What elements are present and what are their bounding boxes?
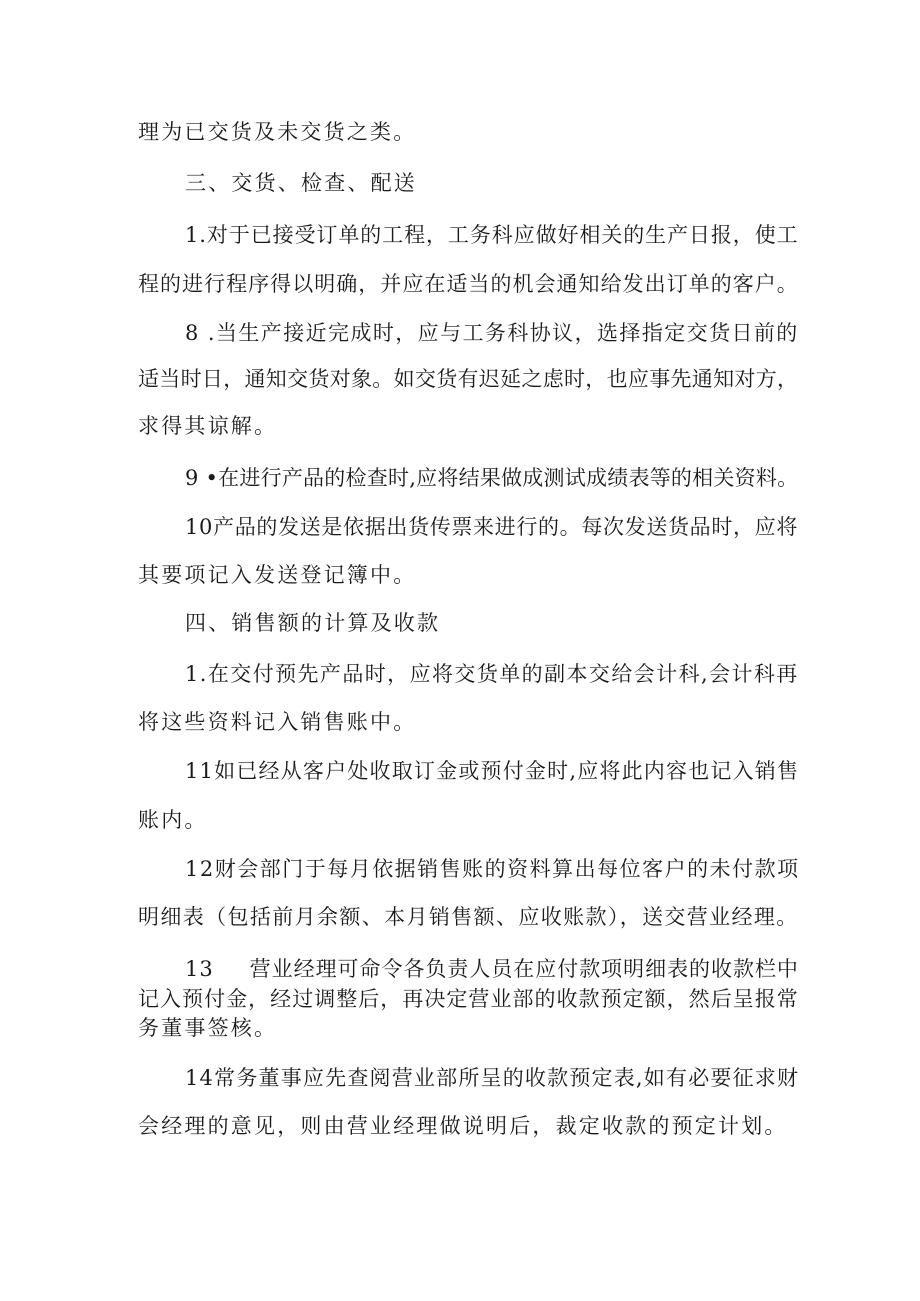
paragraph-14-line-2: 会经理的意见，则由营业经理做说明后，裁定收款的预定计划。 xyxy=(138,1114,788,1138)
section-heading-delivery: 三、交货、检查、配送 xyxy=(185,171,417,195)
paragraph-8-line-3: 求得其谅解。 xyxy=(138,414,278,438)
paragraph-q1-line-2: 将这些资料记入销售账中。 xyxy=(138,710,417,734)
paragraph-13-line-3: 务董事签核。 xyxy=(138,1016,278,1040)
paragraph-13-text: 营业经理可命令各负责人员在应付款项明细表的收款栏中 xyxy=(249,957,799,981)
paragraph-11-line-2: 账内。 xyxy=(138,808,208,832)
paragraph-1-line-1: 1.对于已接受订单的工程，工务科应做好相关的生产日报，使工 xyxy=(185,223,799,247)
paragraph-13-line-1 xyxy=(185,955,799,983)
text-line-carryover: 理为已交货及未交货之类。 xyxy=(138,120,417,144)
paragraph-11-line-1: 11如已经从客户处收取订金或预付金时,应将此内容也记入销售 xyxy=(185,759,800,783)
paragraph-8-line-1: 8 .当生产接近完成时，应与工务科协议，选择指定交货日前的 xyxy=(185,321,799,345)
section-heading-sales-collection: 四、销售额的计算及收款 xyxy=(185,611,441,635)
paragraph-9-line-1: 9 •在进行产品的检查时,应将结果做成测试成绩表等的相关资料。 xyxy=(185,466,799,490)
paragraph-10-line-2: 其要项记入发送登记簿中。 xyxy=(138,563,417,587)
paragraph-13-number: 13 xyxy=(185,957,214,981)
paragraph-12-line-1: 12财会部门于每月依据销售账的资料算出每位客户的未付款项 xyxy=(185,857,800,881)
paragraph-13-line-2: 记入预付金，经过调整后，再决定营业部的收款预定额，然后呈报常 xyxy=(138,987,799,1011)
paragraph-q1-line-1: 1.在交付预先产品时，应将交货单的副本交给会计科,会计科再 xyxy=(185,662,799,686)
paragraph-14-line-1: 14常务董事应先查阅营业部所呈的收款预定表,如有必要征求财 xyxy=(185,1066,800,1090)
paragraph-12-line-2: 明细表（包括前月余额、本月销售额、应收账款），送交营业经理。 xyxy=(138,905,799,929)
paragraph-8-line-2: 适当时日，通知交货对象。如交货有迟延之虑时，也应事先通知对方， xyxy=(138,367,799,391)
paragraph-10-line-1: 10产品的发送是依据出货传票来进行的。每次发送货品时，应将 xyxy=(185,515,798,539)
paragraph-1-line-2: 程的进行程序得以明确，并应在适当的机会通知给发出订单的客户。 xyxy=(138,272,799,296)
